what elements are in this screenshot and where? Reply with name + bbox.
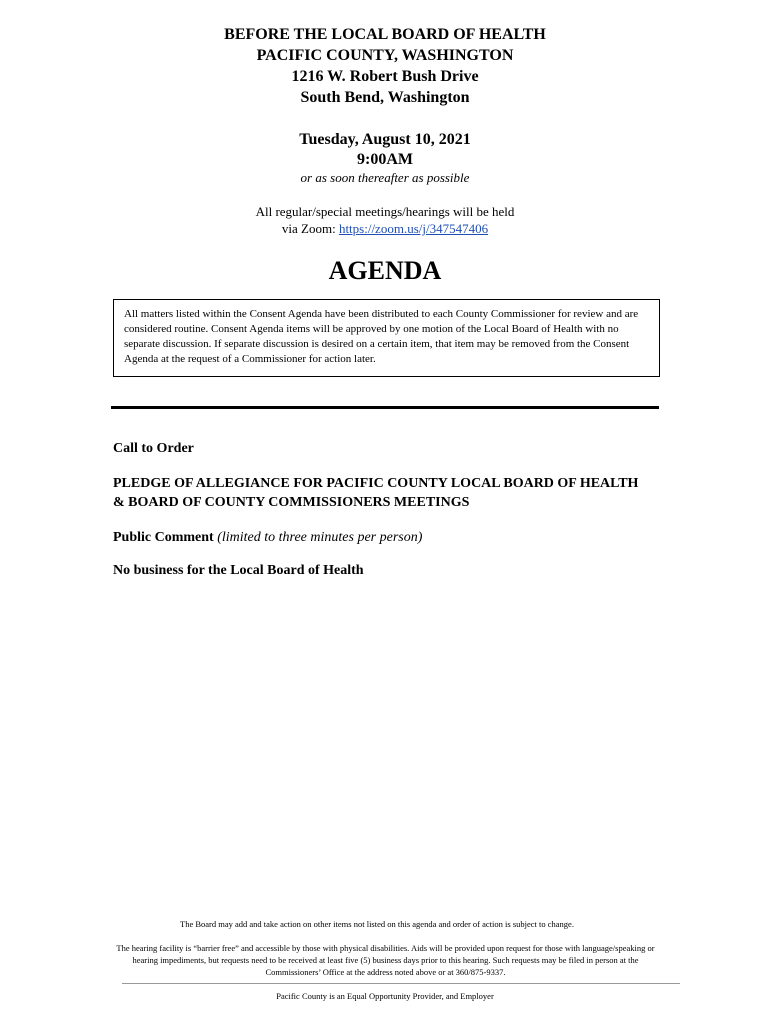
item-call-to-order — [113, 439, 653, 458]
no-business-label: No business for the Local Board of Health — [113, 563, 364, 578]
consent-agenda-box: All matters listed within the Consent Agenda have been distributed to each County Commissioner for review and are considered routine. Consent Agenda items will be approved by one motion of the Local Board of Health with no separate discussion. If separate discussion is desired on a certain item, that item may be removed from the Consent Agenda at the request of a Commissioner for action later. — [113, 299, 660, 377]
header-line-1: BEFORE THE LOCAL BOARD OF HEALTH — [224, 26, 546, 43]
call-to-order-label: Call to Order — [113, 441, 194, 456]
footer-accessibility: The hearing facility is “barrier free” and accessible by those with physical disabilities. Aids will be provided upon request for those with language/speaking or hearing impediments, but requests need to be received at least five (5) business days prior to this hearing. Such requests may be filed in person at the Commissioners’ Office at the address noted above or at 360/875-9337. — [116, 943, 655, 977]
footer-board-note: The Board may add and take action on other items not listed on this agenda and order of action is subject to change. — [180, 919, 574, 929]
public-comment-note: (limited to three minutes per person) — [217, 530, 423, 545]
pledge-label: PLEDGE OF ALLEGIANCE FOR PACIFIC COUNTY LOCAL BOARD OF HEALTH & BOARD OF COUNTY COMMISSIONERS MEETINGS — [113, 476, 639, 510]
section-divider — [111, 406, 659, 409]
zoom-line — [0, 220, 770, 237]
zoom-prefix: via Zoom: — [281, 221, 339, 236]
header-city: South Bend, Washington — [300, 89, 470, 106]
footer-divider — [122, 983, 680, 984]
footer-equal-opportunity: Pacific County is an Equal Opportunity Provider, and Employer — [276, 991, 494, 1001]
public-comment-label: Public Comment — [113, 530, 214, 545]
agenda-title: AGENDA — [328, 256, 442, 285]
header-line-2: PACIFIC COUNTY, WASHINGTON — [256, 47, 514, 64]
zoom-link[interactable]: https://zoom.us/j/347547406 — [338, 221, 489, 236]
item-public-comment — [113, 528, 653, 547]
meeting-time: 9:00AM — [357, 151, 413, 168]
item-pledge — [113, 474, 653, 512]
meeting-date: Tuesday, August 10, 2021 — [299, 131, 471, 148]
meeting-held-line: All regular/special meetings/hearings will be held — [255, 204, 515, 219]
header-address: 1216 W. Robert Bush Drive — [291, 68, 479, 85]
meeting-time-note: or as soon thereafter as possible — [300, 170, 470, 185]
item-no-business — [113, 561, 653, 580]
